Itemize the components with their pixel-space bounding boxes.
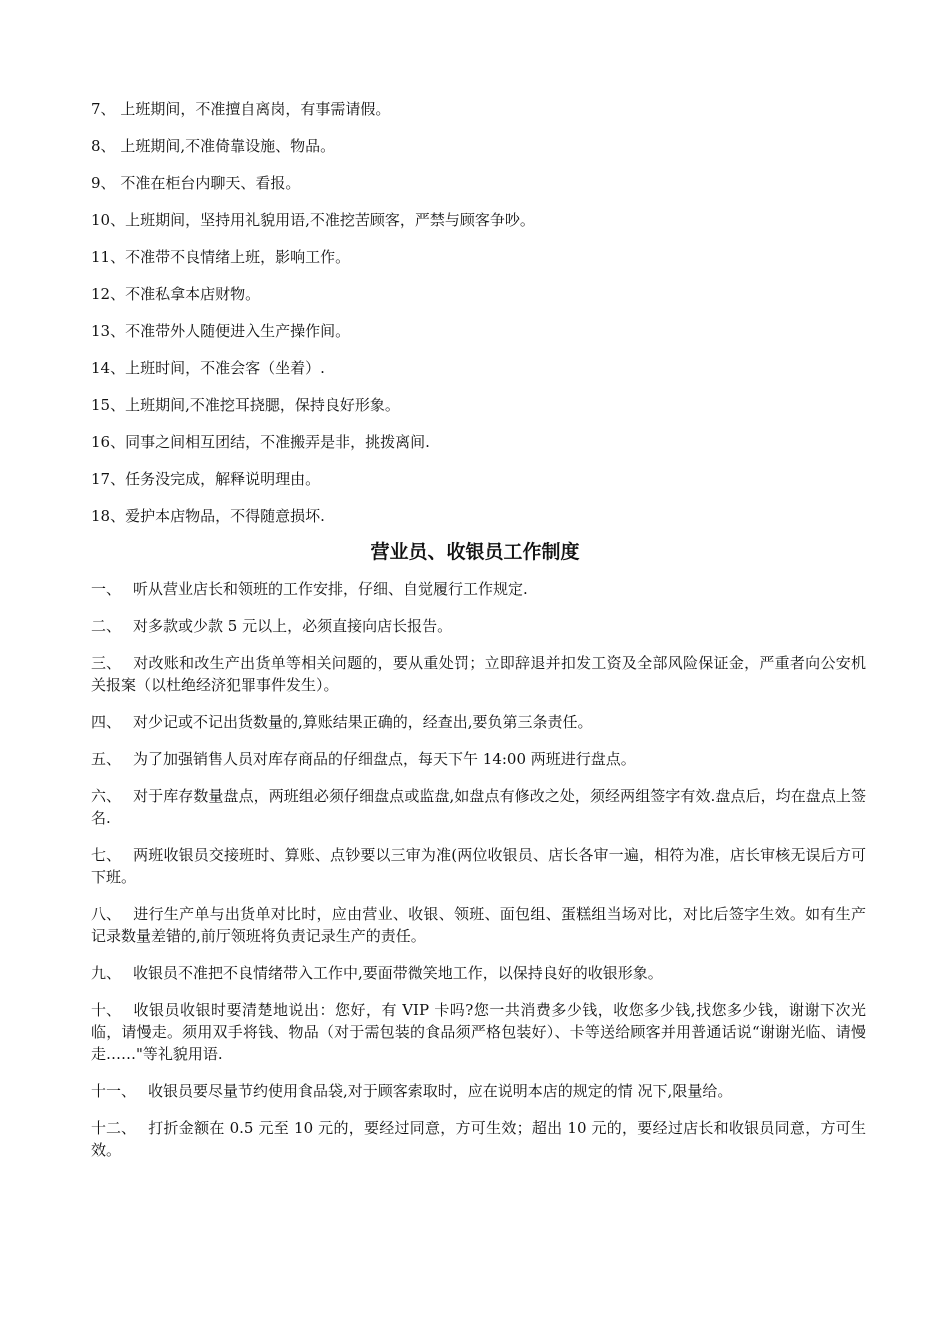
section-item-10 xyxy=(91,999,866,1065)
rule-number: 7、 xyxy=(91,100,116,118)
rule-item-9 xyxy=(91,172,871,209)
section-item-7 xyxy=(91,844,866,888)
rule-text: 不准在柜台内聊天、看报。 xyxy=(115,174,301,192)
rule-text: 不准私拿本店财物。 xyxy=(125,285,261,303)
rule-number: 13、 xyxy=(91,322,126,340)
item-text: 对少记或不记出货数量的,算账结果正确的，经查出,要负第三条责任。 xyxy=(133,713,593,731)
rule-item-7 xyxy=(91,98,871,135)
item-text: 收银员收银时要清楚地说出：您好，有 VIP 卡吗?您一共消费多少钱，收您多少钱,找您多少钱，谢谢下次光临，请慢走。须用双手将钱、物品（对于需包装的食品须严格包装好）、卡等送给顾客并用普通话说“谢谢光临、请慢走……"等礼貌用语. xyxy=(91,1001,866,1063)
section-item-3 xyxy=(91,652,866,696)
rule-item-13 xyxy=(91,320,871,357)
item-marker: 一、 xyxy=(91,580,122,598)
item-text: 进行生产单与出货单对比时，应由营业、收银、领班、面包组、蛋糕组当场对比，对比后签字生效。如有生产记录数量差错的,前厅领班将负责记录生产的责任。 xyxy=(91,905,866,945)
rule-item-10 xyxy=(91,209,871,246)
rule-number: 12、 xyxy=(91,285,126,303)
rule-number: 15、 xyxy=(91,396,126,414)
rule-list xyxy=(91,98,871,542)
rule-text: 上班期间,不准挖耳挠腮，保持良好形象。 xyxy=(125,396,400,414)
item-text: 对于库存数量盘点，两班组必须仔细盘点或监盘,如盘点有修改之处，须经两组签字有效.盘点后，均在盘点上签名. xyxy=(91,787,866,827)
rule-item-12 xyxy=(91,283,871,320)
item-marker: 二、 xyxy=(91,617,122,635)
rule-text: 上班期间，坚持用礼貌用语,不准挖苦顾客，严禁与顾客争吵。 xyxy=(125,211,535,229)
section-title: 营业员、收银员工作制度 xyxy=(370,541,580,563)
rule-text: 上班期间,不准倚靠设施、物品。 xyxy=(115,137,336,155)
item-text: 两班收银员交接班时、算账、点钞要以三审为准(两位收银员、店长各审一遍，相符为准，店长审核无误后方可下班。 xyxy=(91,846,866,886)
rule-text: 任务没完成，解释说明理由。 xyxy=(125,470,321,488)
rule-number: 9、 xyxy=(91,174,116,192)
rule-number: 14、 xyxy=(91,359,126,377)
section-body xyxy=(91,578,866,1176)
item-text: 收银员要尽量节约使用食品袋,对于顾客索取时，应在说明本店的规定的情 况下,限量给。 xyxy=(148,1082,733,1100)
section-item-12 xyxy=(91,1117,866,1161)
rule-text: 不准带不良情绪上班，影响工作。 xyxy=(125,248,351,266)
section-item-11 xyxy=(91,1080,866,1102)
rule-number: 17、 xyxy=(91,470,126,488)
section-item-4 xyxy=(91,711,866,733)
item-text: 收银员不准把不良情绪带入工作中,要面带微笑地工作，以保持良好的收银形象。 xyxy=(133,964,663,982)
rule-text: 同事之间相互团结，不准搬弄是非，挑拨离间. xyxy=(125,433,430,451)
rule-text: 上班期间，不准擅自离岗，有事需请假。 xyxy=(115,100,391,118)
rule-text: 爱护本店物品，不得随意损坏. xyxy=(125,507,325,525)
rule-item-16 xyxy=(91,431,871,468)
rule-text: 不准带外人随便进入生产操作间。 xyxy=(125,322,351,340)
section-item-6 xyxy=(91,785,866,829)
item-text: 打折金额在 0.5 元至 10 元的，要经过同意，方可生效；超出 10 元的，要经过店长和收银员同意，方可生效。 xyxy=(91,1119,866,1159)
rule-item-17 xyxy=(91,468,871,505)
item-text: 听从营业店长和领班的工作安排，仔细、自觉履行工作规定. xyxy=(133,580,528,598)
section-item-1 xyxy=(91,578,866,600)
item-text: 为了加强销售人员对库存商品的仔细盘点，每天下午 14:00 两班进行盘点。 xyxy=(133,750,636,768)
item-marker: 七、 xyxy=(91,846,122,864)
rule-item-11 xyxy=(91,246,871,283)
item-text: 对改账和改生产出货单等相关问题的，要从重处罚；立即辞退并扣发工资及全部风险保证金，严重者向公安机关报案（以杜绝经济犯罪事件发生）。 xyxy=(91,654,866,694)
section-item-9 xyxy=(91,962,866,984)
item-marker: 五、 xyxy=(91,750,122,768)
item-text: 对多款或少款 5 元以上，必须直接向店长报告。 xyxy=(133,617,453,635)
item-marker: 十二、 xyxy=(91,1119,137,1137)
rule-item-8 xyxy=(91,135,871,172)
rule-number: 11、 xyxy=(91,248,126,266)
item-marker: 十一、 xyxy=(91,1082,137,1100)
item-marker: 三、 xyxy=(91,654,122,672)
section-item-8 xyxy=(91,903,866,947)
rule-number: 16、 xyxy=(91,433,126,451)
item-marker: 四、 xyxy=(91,713,122,731)
rule-text: 上班时间，不准会客（坐着）. xyxy=(125,359,325,377)
rule-number: 8、 xyxy=(91,137,116,155)
item-marker: 十、 xyxy=(91,1001,122,1019)
section-item-2 xyxy=(91,615,866,637)
item-marker: 九、 xyxy=(91,964,122,982)
rule-item-15 xyxy=(91,394,871,431)
section-item-5 xyxy=(91,748,866,770)
rule-number: 18、 xyxy=(91,507,126,525)
item-marker: 八、 xyxy=(91,905,122,923)
rule-item-18 xyxy=(91,505,871,542)
rule-number: 10、 xyxy=(91,211,126,229)
item-marker: 六、 xyxy=(91,787,122,805)
rule-item-14 xyxy=(91,357,871,394)
